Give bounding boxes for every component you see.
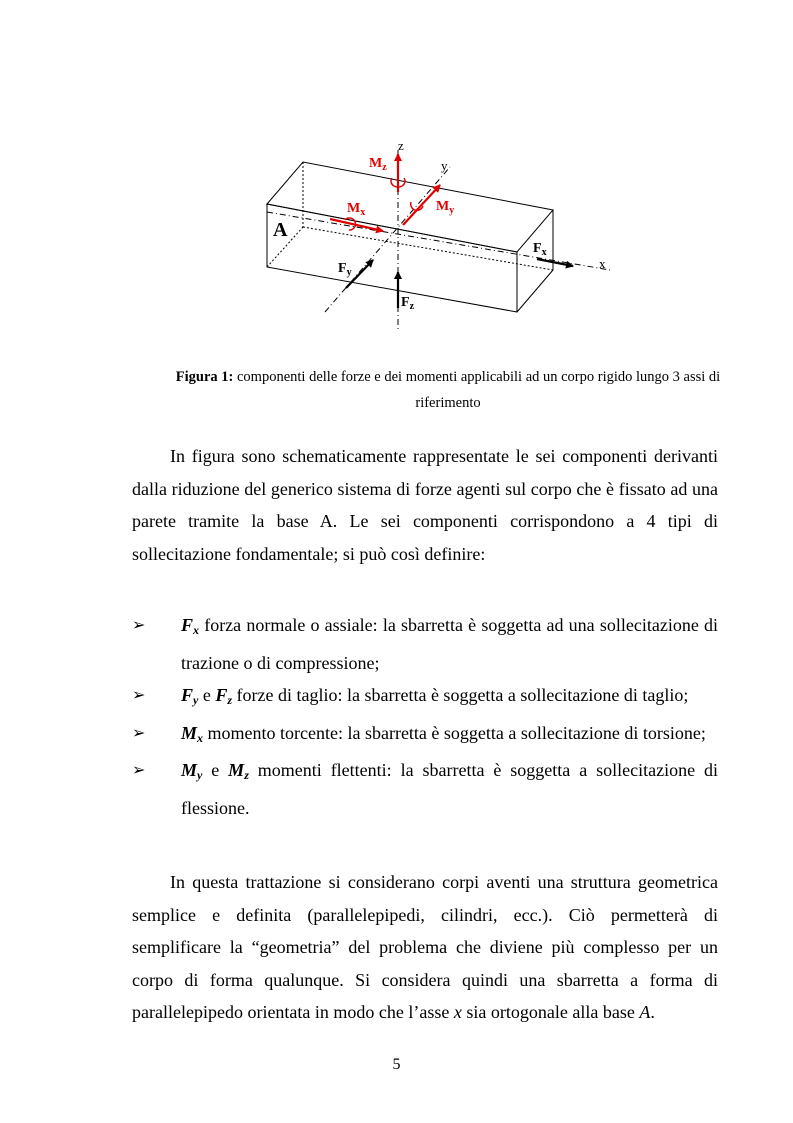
caption-label: Figura 1:: [175, 369, 234, 385]
caption-text: componenti delle forze e dei momenti applicabili ad un corpo rigido lungo 3 assi di riferimento: [233, 369, 721, 411]
paragraph-intro-text: In figura sono schematicamente rappresentate le sei componenti derivanti dalla riduzione del generico sistema di forze agenti sul corpo che è fissato ad una parete tramite la base A. Le sei componenti corrispondono a 4 tipi di sollecitazione fondamentale; si può così definire:: [132, 446, 718, 564]
arrow-bullet-icon: ➢: [132, 760, 146, 779]
list-item: ➢ $F_x$ forza normale o assiale: la sbarretta è soggetta ad una sollecitazione di trazione o di compressione;: [132, 609, 718, 679]
stress-types-list: [132, 609, 718, 824]
force-fz-label: $F_z$: [401, 295, 415, 312]
moment-mx-label: $M_x$: [347, 201, 366, 218]
page-number: 5: [392, 1056, 401, 1073]
base-label-A: A: [273, 219, 288, 241]
y-axis-label: y: [441, 158, 448, 173]
box-front-face: [267, 204, 517, 312]
box-top-face: [267, 162, 553, 252]
y-axis: [325, 167, 450, 312]
force-moment-diagram: [255, 132, 625, 332]
moment-mz-label: $M_z$: [369, 156, 387, 173]
reference-axes: [267, 150, 610, 330]
moment-my-arrow: [403, 185, 440, 225]
list-item: ➢ $F_y$ e $F_z$ forze di taglio: la sbarretta è soggetta a sollecitazione di taglio;: [132, 679, 718, 717]
arrow-bullet-icon: ➢: [132, 615, 146, 634]
force-fy-label: $F_y$: [338, 261, 352, 278]
x-axis: [267, 212, 610, 270]
force-fx-label: $F_x$: [533, 241, 547, 258]
arrow-bullet-icon: ➢: [132, 722, 146, 742]
parallelepiped: [267, 162, 553, 312]
force-arrows: [346, 259, 573, 308]
figure-caption: [168, 364, 728, 416]
paragraph-geometry: In questa trattazione si considerano corpi aventi una struttura geometrica semplice e definita (parallelepipedi, cilindri, ecc.). Ciò permetterà di semplificare la “geometria” del problema che diviene più complesso per un corpo di forma qualunque. Si considera quindi una sbarretta a forma di parallelepipedo orientata in modo che l’asse x sia ortogonale alla base A.: [132, 872, 718, 1022]
z-axis-label: z: [398, 138, 404, 153]
paragraph-intro: [132, 440, 718, 570]
arrow-bullet-icon: ➢: [132, 685, 146, 704]
list-item: ➢ $M_x$ momento torcente: la sbarretta è soggetta a sollecitazione di torsione;: [132, 717, 718, 755]
x-axis-label: x: [599, 256, 606, 271]
list-item: ➢ $M_y$ e $M_z$ momenti flettenti: la sbarretta è soggetta a sollecitazione di flessione.: [132, 754, 718, 824]
moment-my-label: $M_y$: [436, 199, 455, 216]
